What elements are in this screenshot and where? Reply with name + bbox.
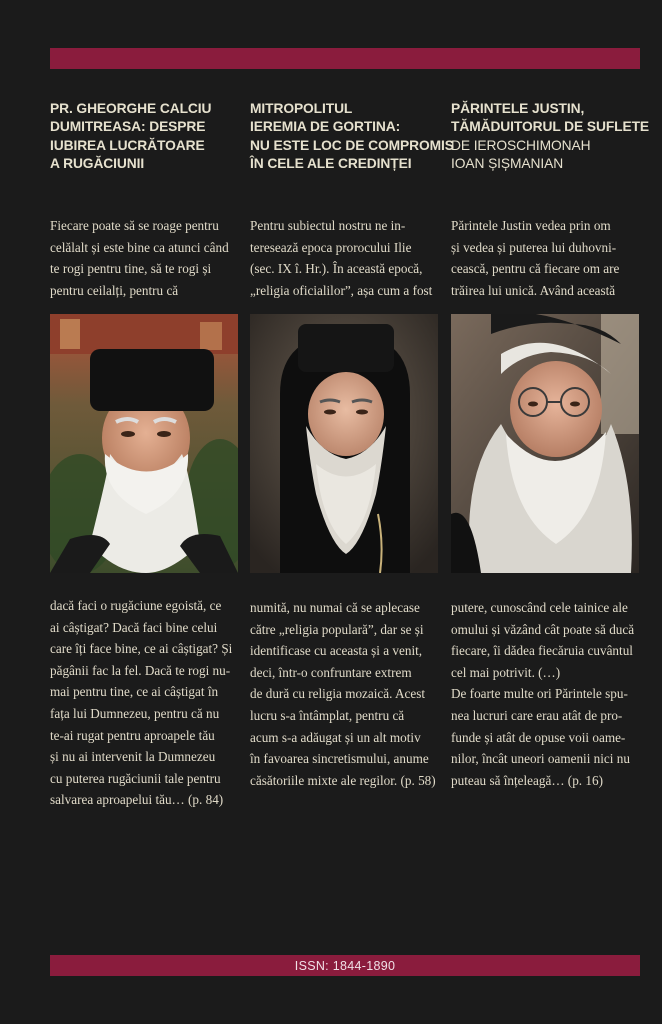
top-accent-bar: [50, 48, 640, 69]
text-line: (sec. IX î. Hr.). În această epocă,: [250, 261, 423, 277]
text-line: căsătoriile mixte ale regilor. (p. 58): [250, 772, 436, 788]
text-line: puteau să înțeleagă… (p. 16): [451, 772, 603, 788]
text-line: numită, nu numai că se aplecase: [250, 600, 420, 615]
article-intro: [250, 215, 440, 301]
text-line: pentru ceilalți, pentru că: [50, 282, 179, 298]
text-line: te rogi pentru tine, să te rogi și: [50, 261, 212, 277]
article-intro: [451, 215, 641, 301]
title-line: TĂMĂDUITORUL DE SUFLETE: [451, 119, 650, 135]
article-body: [50, 595, 240, 811]
text-line: și vedea și puterea lui duhovni-: [451, 239, 617, 255]
title-line: MITROPOLITUL: [250, 101, 353, 116]
title-line: ÎN CELE ALE CREDINȚEI: [250, 156, 412, 172]
article-body: [451, 597, 641, 791]
text-line: nea lucruri care erau atât de pro-: [451, 707, 623, 723]
text-line: teresează epoca prorocului Ilie: [250, 239, 412, 255]
portrait-photo-justin: [451, 314, 639, 573]
byline-line: DE IEROSCHIMONAH: [451, 137, 591, 153]
article-body: [250, 597, 440, 791]
title-line: NU ESTE LOC DE COMPROMIS: [250, 137, 454, 153]
portrait-photo-calciu: [50, 314, 238, 573]
text-line: funde și atât de opuse voii oame-: [451, 729, 626, 745]
text-line: păgânii fac la fel. Dacă te rogi nu-: [50, 662, 231, 678]
portrait-ieremia-illustration: [250, 314, 438, 573]
title-line: PR. GHEORGHE CALCIU: [50, 101, 212, 116]
text-line: celălalt și este bine ca atunci când: [50, 239, 229, 255]
text-line: Părintele Justin vedea prin om: [451, 218, 611, 233]
text-line: fiecare, îi dădea fiecăruia cuvântul: [451, 643, 633, 659]
text-line: dacă faci o rugăciune egoistă, ce: [50, 598, 222, 613]
portrait-calciu-illustration: [50, 314, 238, 573]
text-line: acum s-a adăugat și un alt motiv: [250, 729, 421, 745]
article-title: [250, 100, 454, 174]
text-line: care îți face bine, ce ai câștigat? Și: [50, 641, 233, 657]
text-line: identificase cu aceasta și a venit,: [250, 643, 423, 659]
text-line: nilor, încât uneori oamenii nici nu: [451, 751, 630, 767]
bottom-accent-bar: [50, 955, 640, 976]
title-line: IEREMIA DE GORTINA:: [250, 119, 401, 135]
text-line: mai pentru tine, ce ai câștigat în: [50, 684, 219, 700]
text-line: către „religia populară”, dar se și: [250, 621, 424, 637]
text-line: „religia oficialilor”, așa cum a fost: [250, 282, 433, 298]
portrait-photo-ieremia: [250, 314, 438, 573]
article-intro: [50, 215, 240, 301]
text-line: salvarea aproapelui tău… (p. 84): [50, 792, 224, 808]
title-line: IUBIREA LUCRĂTOARE: [50, 137, 205, 153]
article-title: [50, 100, 250, 174]
text-line: Pentru subiectul nostru ne in-: [250, 218, 406, 233]
text-line: lucru s-a întâmplat, pentru că: [250, 707, 405, 723]
text-line: De foarte multe ori Părintele spu-: [451, 686, 628, 702]
text-line: și nu ai intervenit la Dumnezeu: [50, 749, 216, 765]
title-line: DUMITREASA: DESPRE: [50, 119, 206, 135]
text-line: cel mai potrivit. (…): [451, 664, 561, 680]
issn-label: ISSN: 1844-1890: [294, 958, 396, 973]
text-line: putere, cunoscând cele tainice ale: [451, 600, 628, 615]
article-title: [451, 100, 651, 174]
text-line: Fiecare poate să se roage pentru: [50, 218, 219, 233]
byline-line: IOAN ȘIȘMANIAN: [451, 156, 564, 172]
text-line: în favoarea sincretismului, anume: [250, 751, 429, 767]
text-line: trăirea lui unică. Având această: [451, 282, 616, 298]
text-line: fața lui Dumnezeu, pentru că nu: [50, 705, 220, 721]
title-line: PĂRINTELE JUSTIN,: [451, 101, 585, 116]
portrait-justin-illustration: [451, 314, 639, 573]
text-line: deci, într-o confruntare extrem: [250, 664, 412, 680]
text-line: te-ai rugat pentru aproapele tău: [50, 727, 215, 743]
text-line: cu puterea rugăciunii tale pentru: [50, 770, 221, 786]
text-line: omului și văzând cât poate să ducă: [451, 621, 635, 637]
text-line: cească, pentru că fiecare om are: [451, 261, 620, 277]
text-line: de dură cu religia mozaică. Acest: [250, 686, 426, 702]
text-line: ai câștigat? Dacă faci bine celui: [50, 619, 218, 635]
title-line: A RUGĂCIUNII: [50, 156, 145, 172]
